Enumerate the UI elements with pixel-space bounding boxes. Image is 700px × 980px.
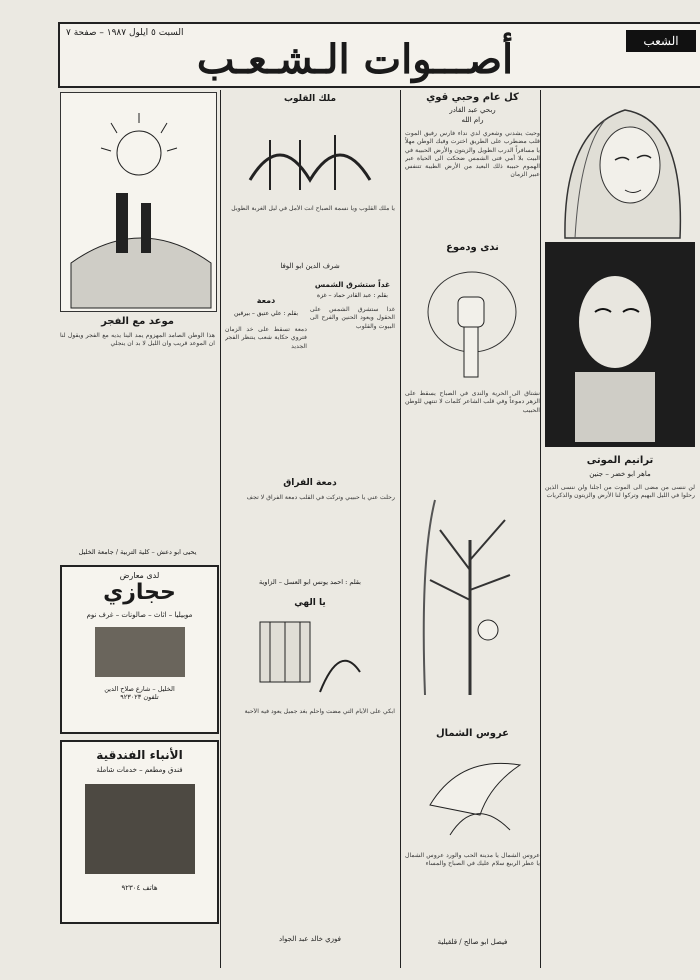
- nada-text: نشتاق الى الحرية والندى في الصباح يسقط على الزهر دموعاً وفي قلب الشاعر كلمات لا تنتهي للوطن الحبيب: [405, 390, 540, 414]
- dawn-illustration: [60, 92, 217, 312]
- section-title: عروس الشمال: [435, 728, 510, 739]
- dam3a-text: دمعة تسقط على خد الزمان فتروي حكاية شعب ينتظر الفجر الجديد: [225, 326, 307, 350]
- hotel-ad: [60, 740, 219, 924]
- poem-text: وحيث يشدني وشعري لدي نداء فارس رفيق الموت قلب مضطرب على الطريق اخترت وفيك الوطن مهلاً يا مسافراً الدرب الطويل والزيتون والأرض الحبيبة في البيت بلا أمي فتى الشمس ضحكت الى الحياة عبر الهموم حبيبة ذلك البعيد من الأرض الطيبة تتنفس عبير الزمان: [405, 130, 540, 179]
- ad-phone: هاتف ٩٢٣٠٤: [121, 884, 158, 892]
- ad-phone: تلفون ٩٢٣٠٢٣: [120, 693, 159, 701]
- poem-title: كل عام وحبي قوي: [426, 92, 519, 103]
- ad-brand: حجازي: [103, 580, 176, 605]
- column-rule: [540, 90, 541, 968]
- furniture-image: [95, 627, 185, 677]
- section-title: موعد مع الفجر: [101, 316, 174, 327]
- firaq-text: رحلت عني يا حبيبي وتركت في القلب دمعة الفراق لا تجف: [246, 494, 395, 501]
- ad-address: الخليل – شارع صلاح الدين: [104, 685, 175, 693]
- section-title: ندى ودموع: [446, 242, 499, 253]
- ad-title: لدى معارض: [119, 571, 160, 580]
- calligraphy-illustration: [240, 110, 380, 200]
- ad-items: موبيليا – اثاث – صالونات – غرف نوم: [86, 611, 193, 619]
- author: ماهر ابو خضر – جنين: [589, 470, 651, 478]
- bottom-text: ابكي على الأيام التي مضت واحلم بغد جميل يعود فيه الأحبة: [244, 708, 395, 715]
- mawid-text: هذا الوطن الصامد المهزوم يمد الينا يديه مع الفجر ويقول لنا ان الموعد قريب وان الليل لا بد ان ينجلي: [60, 332, 215, 348]
- section-title: دمعة الفراق: [283, 478, 337, 488]
- column-rule: [400, 90, 401, 968]
- poem-place: رام الله: [461, 116, 484, 124]
- ilahi-text: [225, 708, 226, 709]
- section-title: غداً ستشرق الشمس: [314, 280, 391, 289]
- column-rule: [220, 90, 221, 968]
- masthead: [58, 22, 700, 88]
- issue-line: السبت ٥ ايلول ١٩٨٧ – صفحة ٧: [66, 28, 184, 38]
- ad-text: فندق ومطعم – خدمات شاملة: [96, 766, 183, 774]
- ghadan-text: غداً ستشرق الشمس على الحقول ويعود الحنين والفرح الى البيوت والقلوب: [310, 306, 395, 330]
- author: بقلم : علي عتيق – بيرقين: [233, 310, 299, 317]
- section-title: دمعة: [256, 296, 276, 305]
- author: يحيى ابو دعش – كلية التربية / جامعة الخليل: [78, 548, 197, 556]
- tree-woman-illustration: [410, 480, 535, 700]
- author: بقلم : عبد القادر حماد – غزة: [317, 292, 388, 299]
- hijazi-ad: [60, 565, 219, 734]
- page-title: أصـــوات الـشـعـب: [196, 36, 514, 83]
- taranim-text: لن ننسى من مضى الى الموت من أجلنا ولن ننسى الذين رحلوا في الليل البهيم وتركوا لنا الأرض والزيتون والذكريات: [545, 484, 695, 500]
- hotel-image: [85, 784, 195, 874]
- bird-illustration: [420, 745, 530, 845]
- shamal-text: عروس الشمال يا مدينة الحب والورد عروس الشمال يا عطر الربيع سلام عليك في الصباح والمساء: [405, 852, 540, 868]
- portrait-illustration: [545, 90, 695, 240]
- newspaper-logo: الشعب: [626, 30, 696, 52]
- mourning-illustration: [545, 242, 695, 447]
- section-title: ملك القلوب: [283, 94, 337, 104]
- author: شرف الدين ابو الوفا: [280, 262, 340, 270]
- hands-illustration: [240, 612, 370, 702]
- malak-text: يا ملك القلوب ويا نسمة الصباح انت الأمل في ليل الغربة الطويل: [231, 205, 395, 212]
- author: بقلم : احمد يونس ابو العسل – الزاوية: [259, 578, 361, 586]
- section-title: ترانيم الموتى: [586, 455, 654, 466]
- poem-author: ربحي عبد القادر: [449, 106, 496, 114]
- section-title: يا الهي: [294, 598, 326, 608]
- author: فوزي خالد عبد الجواد: [278, 935, 341, 943]
- ad-title: الأنباء الفندقية: [96, 748, 183, 762]
- author: فيصل ابو صالح / قلقيلية: [437, 938, 508, 946]
- fist-illustration: [420, 262, 525, 382]
